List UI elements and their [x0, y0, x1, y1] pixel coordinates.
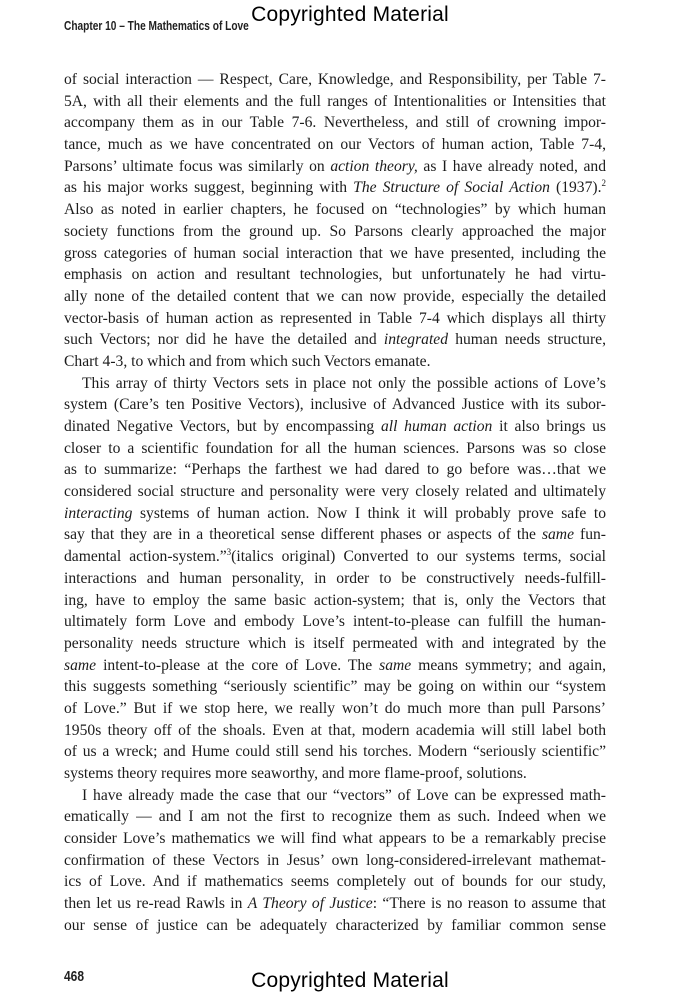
- text-run: Chart 4-3, to which and from which such Vectors emanate.: [64, 352, 431, 370]
- text-run: This array of thirty Vectors sets in place not only the possible actions of Love’s: [82, 374, 606, 392]
- text-run: 5A, with all their elements and the full ranges of Intentionalities or Intensities that: [64, 92, 606, 110]
- text-run: accompany them as in our Table 7-6. Nevertheless, and still of crowning impor-: [64, 114, 606, 132]
- text-run: intent-to-please at the core of Love. The: [96, 656, 380, 674]
- text-run: I have already made the case that our “vectors” of Love can be expressed math-: [82, 786, 606, 804]
- text-line: [64, 286, 606, 308]
- text-run: ally none of the detailed content that we can now provide, especially the detailed: [64, 287, 606, 305]
- text-run: human needs structure,: [448, 331, 606, 349]
- text-line: [64, 308, 606, 330]
- text-run: 1950s theory off of the shoals. Even at that, modern academia will still label both: [64, 721, 606, 739]
- text-line: [64, 199, 606, 221]
- text-line: [64, 329, 606, 351]
- italic-text: A Theory of Justice: [247, 895, 373, 913]
- text-run: interactions and human personality, in order to be constructively needs-fulfill-: [64, 569, 606, 587]
- text-run: our sense of justice can be adequately characterized by familiar common sense: [64, 916, 606, 934]
- copyright-watermark-top: Copyrighted Material: [251, 3, 449, 26]
- text-run: then let us re-read Rawls in: [64, 895, 248, 913]
- text-run: systems of human action. Now I think it will probably prove safe to: [132, 504, 606, 522]
- text-run: vector-basis of human action as represented in Table 7-4 which displays all thirty: [64, 309, 606, 327]
- text-run: dinated Negative Vectors, but by encompassing: [64, 418, 381, 435]
- footnote-marker: 2: [601, 178, 606, 189]
- text-line: [64, 806, 606, 828]
- text-run: of Love.” But if we stop here, we really won’t do much more than pull Parsons’: [64, 699, 606, 717]
- text-run: consider Love’s mathematics we will find what appears to be a remarkably precise: [64, 830, 606, 848]
- text-run: society functions from the ground up. So Parsons clearly approached the major: [64, 222, 606, 240]
- text-run: as I have already noted, and: [417, 157, 606, 175]
- italic-text: same: [64, 656, 97, 674]
- footnote-marker: 3: [226, 547, 232, 558]
- text-line: [64, 915, 606, 937]
- italic-text: The Structure of Social Action: [353, 179, 550, 197]
- text-run: ing, have to employ the same basic action-system; that is, only the Vectors that: [64, 591, 606, 609]
- text-line: [64, 221, 606, 243]
- text-line: [64, 568, 606, 590]
- text-line: [64, 546, 606, 568]
- text-line: [64, 741, 606, 763]
- text-line: [64, 633, 606, 655]
- text-line: [64, 785, 606, 807]
- text-line: [64, 481, 606, 503]
- text-line: [64, 850, 606, 872]
- text-run: : “There is no reason to assume that: [372, 895, 606, 913]
- text-line: [64, 503, 606, 525]
- running-head: Chapter 10 – The Mathematics of Love: [64, 18, 249, 33]
- text-run: system (Care’s ten Positive Vectors), inclusive of Advanced Justice with its subor-: [64, 396, 606, 414]
- text-line: [64, 264, 606, 286]
- text-line: [64, 351, 606, 373]
- text-run: systems theory requires more seaworthy, and more flame-proof, solutions.: [64, 765, 527, 782]
- page-number: 468: [64, 968, 85, 985]
- text-line: [64, 893, 606, 915]
- italic-text: integrated: [383, 331, 449, 349]
- text-line: [64, 828, 606, 850]
- text-run: personality needs structure which is itself permeated with and integrated by the: [64, 634, 606, 652]
- text-run: damental action-system.”: [64, 548, 227, 566]
- italic-text: same: [541, 526, 574, 544]
- text-run: as his major works suggest, beginning with: [64, 179, 354, 197]
- text-run: as to summarize: “Perhaps the farthest we had dared to go before was…that we: [64, 461, 606, 479]
- text-line: [64, 416, 606, 438]
- text-line: [64, 524, 606, 546]
- text-run: say that they are in a theoretical sense different phases or aspects of the: [64, 526, 542, 544]
- text-run: of us a wreck; and Hume could still send his torches. Modern “seriously scientific”: [64, 743, 606, 761]
- text-line: [64, 720, 606, 742]
- text-run: (1937).: [549, 179, 602, 197]
- text-run: Also as noted in earlier chapters, he focused on “technologies” by which human: [64, 201, 606, 219]
- text-run: fun-: [574, 526, 606, 544]
- text-run: means symmetry; and again,: [411, 656, 606, 674]
- text-line: [64, 459, 606, 481]
- text-line: [64, 438, 606, 460]
- text-line: [64, 698, 606, 720]
- text-run: of social interaction — Respect, Care, Knowledge, and Responsibility, per Table 7-: [64, 71, 606, 88]
- text-line: [64, 112, 606, 134]
- text-line: [64, 676, 606, 698]
- text-run: considered social structure and personality were very closely related and ultimately: [64, 483, 606, 501]
- text-line: [64, 177, 606, 199]
- italic-text: same: [379, 656, 412, 674]
- text-line: [64, 590, 606, 612]
- text-run: this suggests something “seriously scientific” may be going on within our “system: [64, 678, 606, 696]
- text-run: such Vectors; nor did he have the detailed and: [64, 331, 384, 349]
- italic-text: interacting: [64, 504, 133, 522]
- text-run: ics of Love. And if mathematics seems completely out of bounds for our study,: [64, 873, 606, 891]
- text-line: [64, 394, 606, 416]
- text-line: [64, 763, 606, 785]
- text-line: [64, 655, 606, 677]
- text-line: [64, 134, 606, 156]
- text-run: confirmation of these Vectors in Jesus’ own long-considered-irrelevant mathemat-: [64, 851, 606, 869]
- text-line: [64, 611, 606, 633]
- italic-text: all human action: [380, 418, 493, 435]
- text-run: it also brings us: [492, 418, 607, 435]
- copyright-watermark-bottom: Copyrighted Material: [251, 969, 449, 992]
- text-run: tance, much as we have concentrated on our Vectors of human action, Table 7-4,: [64, 136, 606, 154]
- text-run: emphasis on action and resultant technologies, but unfortunately he had virtu-: [64, 266, 606, 284]
- text-run: (italics original) Converted to our systems terms, social: [231, 548, 607, 566]
- body-text: [64, 69, 606, 937]
- text-line: [64, 91, 606, 113]
- text-line: [64, 69, 606, 91]
- text-line: [64, 156, 606, 178]
- text-run: closer to a scientific foundation for all the human sciences. Parsons was so close: [64, 439, 606, 457]
- italic-text: action theory,: [330, 157, 418, 175]
- text-line: [64, 373, 606, 395]
- text-line: [64, 243, 606, 265]
- text-run: ematically — and I am not the first to recognize them as such. Indeed when we: [64, 808, 606, 826]
- text-line: [64, 871, 606, 893]
- text-run: Parsons’ ultimate focus was similarly on: [64, 157, 331, 175]
- text-run: gross categories of human social interaction that we have presented, including the: [64, 244, 606, 262]
- text-run: ultimately form Love and embody Love’s intent-to-please can fulfill the human-: [64, 613, 606, 631]
